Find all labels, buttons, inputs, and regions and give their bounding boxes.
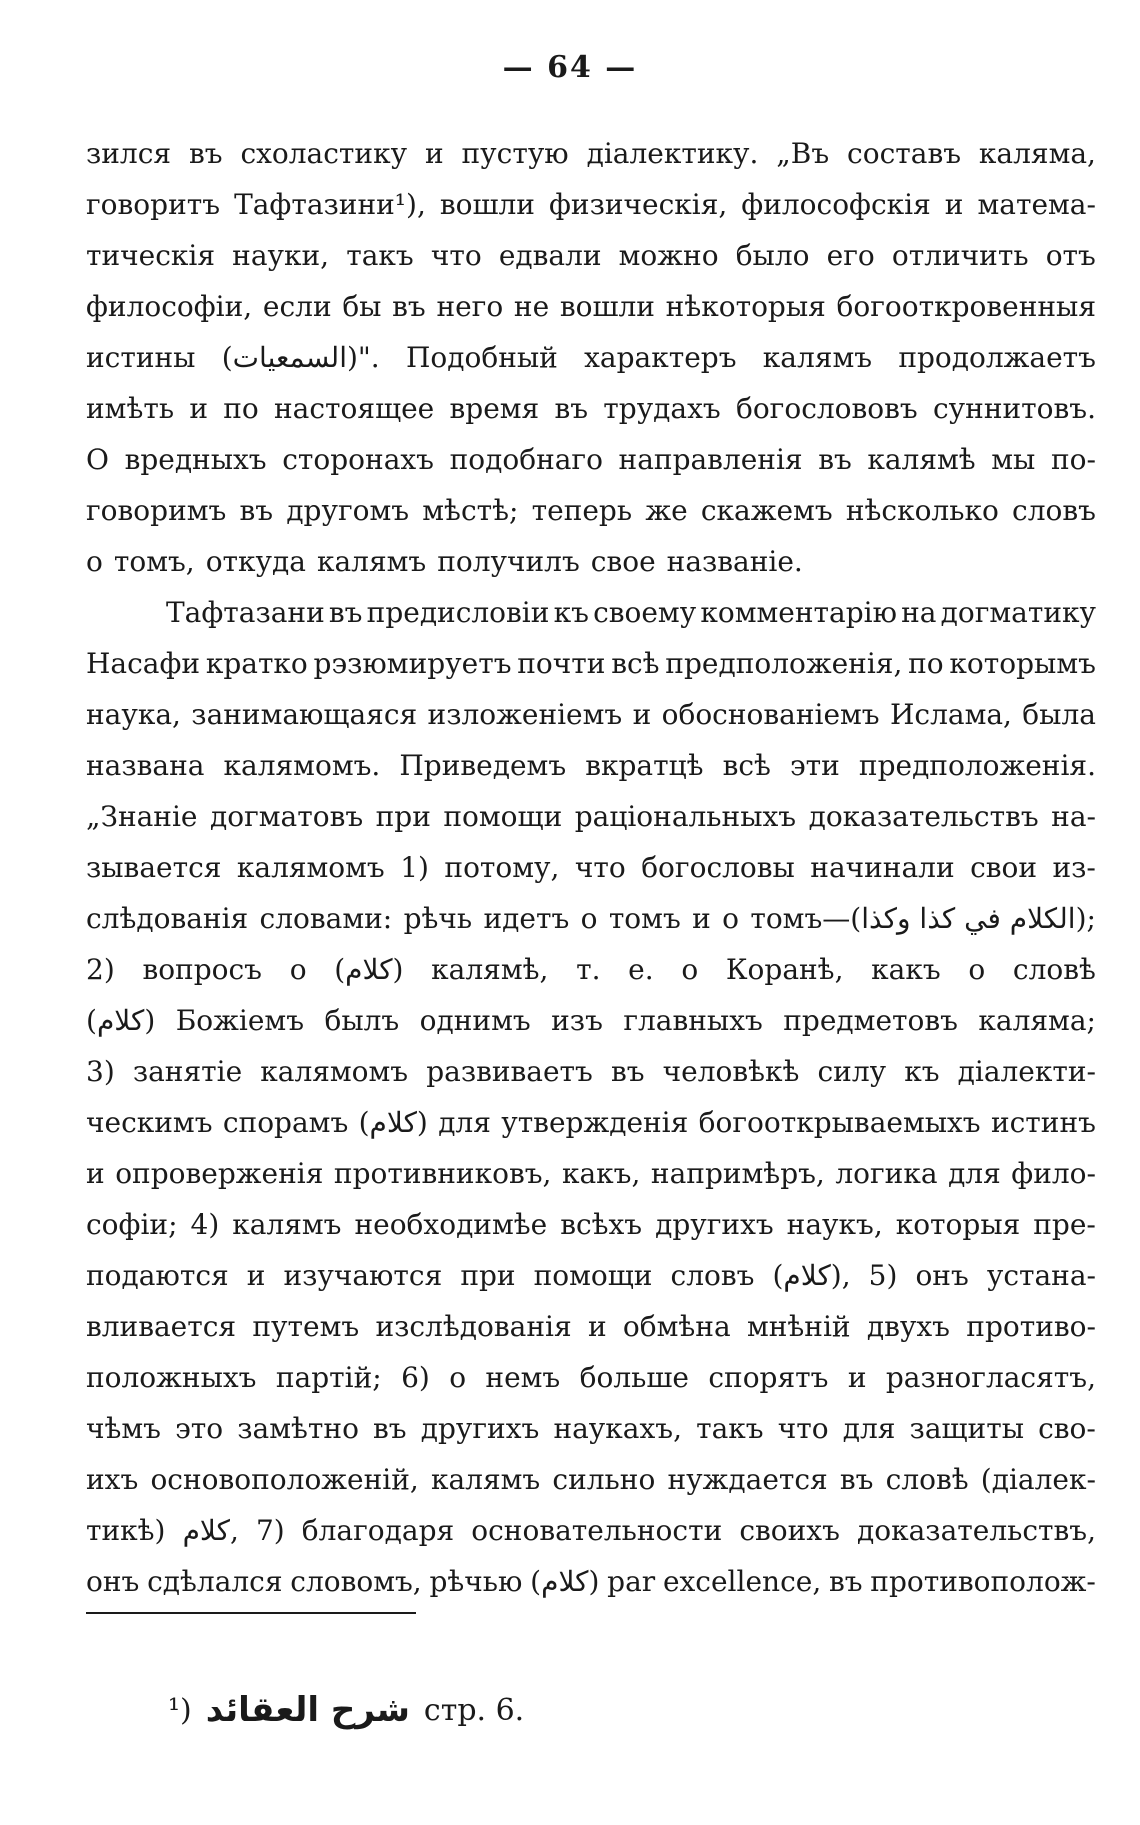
word: фило- [1011,1157,1096,1190]
word: богооткровенныя [836,290,1096,323]
word: изъ [551,1004,603,1037]
word: 4) [190,1208,220,1241]
word: 7) [255,1514,285,1547]
word: и [587,1310,607,1343]
word: вливается [86,1310,237,1343]
word: помощи [533,1259,653,1292]
word: діалектику. [586,137,759,170]
word: вредныхъ [124,443,267,476]
word: однимъ [419,1004,531,1037]
word: къ [553,596,589,629]
word: въ [828,1565,863,1598]
footnote-reference: стр. 6. [423,1692,525,1728]
word: это [175,1412,224,1445]
word: Подобный [405,341,558,374]
word: 6) [401,1361,430,1394]
word: о [580,902,598,935]
word: раціональныхъ [574,800,797,833]
word: (السمعيات)". [221,341,380,374]
word: необходимѣе [354,1208,548,1241]
word: (كلام) [334,953,404,986]
word: было [735,239,810,272]
word: كلام, [182,1514,239,1547]
word: и [86,1157,105,1190]
word: такъ [696,1412,764,1445]
text-line [86,740,1096,791]
word: калямъ [430,1463,541,1496]
word: истинъ [990,1106,1096,1139]
text-line [86,1199,1096,1250]
word: теперь [531,494,633,527]
word: что [430,239,482,272]
word: на- [1051,800,1096,833]
word: софіи; [86,1208,178,1241]
word: Ислама, [889,698,1012,731]
word: наука, [86,698,181,731]
word: рѣчью [429,1565,523,1598]
word: противополож- [870,1565,1096,1598]
word: путемъ [252,1310,360,1343]
word: подаются [86,1259,229,1292]
word: названіе. [666,545,803,578]
word: и [692,902,711,935]
word: и [847,1361,867,1394]
word: наукахъ, [553,1412,682,1445]
word: Тафтазани [166,596,325,629]
word: въ [392,290,426,323]
word: такъ [346,239,414,272]
word: калямомъ. [223,749,381,782]
word: которыя [895,1208,1021,1241]
word: Коранѣ, [725,953,844,986]
word: по [223,392,259,425]
word: томъ—(الكلام في كذا وكذا); [750,902,1096,935]
word: въ [610,1055,645,1088]
word: доказательствъ, [857,1514,1096,1547]
word: названа [86,749,205,782]
text-line [86,1097,1096,1148]
word: трудахъ [603,392,721,425]
word: богослововъ [735,392,918,425]
word: едвали [498,239,602,272]
word: калямъ [232,1208,342,1241]
word: основательности [471,1514,723,1547]
word: защиты [909,1412,1024,1445]
word: каляма; [978,1004,1096,1037]
word: больше [579,1361,689,1394]
word: пре- [1033,1208,1096,1241]
word: словомъ, [290,1565,422,1598]
word: вошли [439,188,535,221]
word: чѣмъ [86,1412,161,1445]
word: противниковъ, [333,1157,552,1190]
word: отъ [1045,239,1096,272]
word: (كلام) [86,1004,156,1037]
word: діалекти- [957,1055,1096,1088]
word: бы [342,290,382,323]
word: сторонахъ [282,443,434,476]
word: из- [1052,851,1096,884]
word: говоримъ [86,494,227,527]
word: слѣдованія [86,902,249,935]
word: богословы [641,851,795,884]
word: excellence, [662,1565,822,1598]
word: е. [628,953,654,986]
word: всѣхъ [560,1208,643,1241]
word: въ [328,596,363,629]
word: и [246,1259,266,1292]
text-line [86,1301,1096,1352]
word: какъ [871,953,941,986]
word: другихъ [420,1412,540,1445]
word: въ [818,443,852,476]
word: догматику [940,596,1096,629]
word: (كلام) [358,1106,428,1139]
word: философскія [741,188,931,221]
word: что [574,851,626,884]
text-line [86,842,1096,893]
word: что [777,1412,829,1445]
word: спорятъ [708,1361,829,1394]
word: напримѣръ, [650,1157,825,1190]
word: противо- [966,1310,1096,1343]
word: если [262,290,332,323]
word: 5) [868,1259,898,1292]
word: изучаются [283,1259,443,1292]
word: свое [590,545,656,578]
word: главныхъ [623,1004,763,1037]
word: о [86,545,103,578]
word: вкратцѣ [585,749,704,782]
word: наукъ, [786,1208,883,1241]
word: „Знаніе [86,800,198,833]
word: словѣ [885,1463,969,1496]
word: характеръ [584,341,737,374]
word: человѣкѣ [662,1055,800,1088]
word: о [722,902,739,935]
word: въ [554,392,589,425]
word: словъ [670,1259,755,1292]
word: обмѣна [622,1310,731,1343]
word: Насафи [86,647,201,680]
text-line [86,485,1096,536]
word: направленія [618,443,803,476]
word: которымъ [949,647,1096,680]
word: къ [904,1055,940,1088]
word: о [449,1361,467,1394]
word: каляма, [978,137,1096,170]
word: 3) [86,1055,115,1088]
word: 1) [400,851,429,884]
word: кратко [205,647,308,680]
word: ихъ [86,1463,139,1496]
word: философіи, [86,290,253,323]
word: въ [839,1463,874,1496]
word: другихъ [655,1208,774,1241]
word: физическія, [548,188,728,221]
word: пустую [461,137,569,170]
word: схоластику [240,137,408,170]
word: всѣ [722,749,771,782]
word: предисловіи [366,596,550,629]
word: при [375,800,431,833]
text-line [86,638,1096,689]
word: О [86,443,109,476]
word: изслѣдованія [375,1310,572,1343]
word: подобнаго [449,443,603,476]
word: суннитовъ. [933,392,1096,425]
footnote-divider [86,1612,416,1614]
word: занимающаяся [191,698,418,731]
word: словѣ [1012,953,1096,986]
text-line [86,332,1096,383]
word: устана- [986,1259,1096,1292]
word: настоящее [274,392,435,425]
word: и [944,188,964,221]
footnote-marker: ¹) [168,1692,192,1728]
word: скажемъ [700,494,833,527]
word: онъ [915,1259,969,1292]
word: двухъ [866,1310,950,1343]
word: составъ [847,137,962,170]
text-line [86,1046,1096,1097]
word: онъ [86,1565,140,1598]
word: зывается [86,851,222,884]
body-text [86,128,1096,1607]
word: Божіемъ [175,1004,305,1037]
word: сво- [1038,1412,1096,1445]
word: силу [817,1055,887,1088]
word: имѣть [86,392,175,425]
word: 2) [86,953,115,986]
word: своихъ [739,1514,840,1547]
word: сдѣлался [147,1565,283,1598]
word: нѣсколько [845,494,999,527]
word: отличить [891,239,1029,272]
word: словами: [259,902,393,935]
word: говоритъ [86,188,221,221]
word: партій; [275,1361,382,1394]
word: для [438,1106,491,1139]
word: калямѣ [867,443,976,476]
word: нуждается [667,1463,828,1496]
word: благодаря [301,1514,455,1547]
word: почти [517,647,606,680]
word: занятіе [132,1055,243,1088]
word: томъ, [113,545,195,578]
word: обоснованіемъ [661,698,880,731]
text-line [86,536,1096,587]
word: всѣ [611,647,660,680]
word: тикѣ) [86,1514,166,1547]
page-number: — 64 — [502,50,638,85]
word: матема- [977,188,1096,221]
word: потому, [444,851,560,884]
word: другомъ [286,494,410,527]
word: par [607,1565,656,1598]
text-line [86,995,1096,1046]
word: калямомъ [260,1055,409,1088]
text-line [86,230,1096,281]
word: получилъ [437,545,580,578]
word: о [289,953,307,986]
word: словъ [1012,494,1096,527]
word: по- [1050,443,1096,476]
word: продолжаетъ [898,341,1096,374]
word: предположенія, [665,647,903,680]
word: въ [373,1412,407,1445]
word: утвержденія [501,1106,689,1139]
word: эти [789,749,840,782]
word: изложеніемъ [427,698,623,731]
word: науки, [232,239,330,272]
word: мнѣній [746,1310,851,1343]
text-line [86,689,1096,740]
word: истины [86,341,196,374]
word: его [826,239,875,272]
word: откуда [205,545,306,578]
word: основоположеній, [150,1463,419,1496]
word: при [460,1259,516,1292]
word: калямъ [762,341,873,374]
word: не [513,290,550,323]
word: былъ [324,1004,400,1037]
word: (كلام) [530,1565,600,1598]
text-line [86,1352,1096,1403]
word: же [645,494,688,527]
word: доказательствъ [808,800,1039,833]
word: о [968,953,986,986]
word: положныхъ [86,1361,257,1394]
word: Тафтазини¹), [234,188,426,221]
text-line [86,587,1096,638]
footnote [168,1690,524,1730]
word: него [436,290,504,323]
text-line [86,1250,1096,1301]
word: о [681,953,699,986]
word: и [632,698,652,731]
word: комментарію [700,596,897,629]
word: въ [239,494,274,527]
word: (діалек- [980,1463,1096,1496]
text-line [86,383,1096,434]
word: развиваетъ [426,1055,593,1088]
word: на [901,596,937,629]
word: т. [576,953,601,986]
text-line [86,1454,1096,1505]
text-line [86,944,1096,995]
text-line [86,893,1096,944]
word: логика [835,1157,938,1190]
word: спорамъ [222,1106,349,1139]
word: какъ, [561,1157,641,1190]
word: Приведемъ [399,749,567,782]
word: свои [970,851,1038,884]
word: и [189,392,208,425]
text-line [86,434,1096,485]
word: замѣтно [237,1412,359,1445]
word: немъ [485,1361,561,1394]
word: вошли [559,290,655,323]
word: мы [991,443,1036,476]
word: въ [188,137,223,170]
word: калямъ [316,545,427,578]
word: калямомъ [236,851,385,884]
word: время [449,392,540,425]
word: томъ [608,902,681,935]
word: тическія [86,239,216,272]
word: калямѣ, [431,953,549,986]
text-line [86,1403,1096,1454]
word: разногласятъ, [885,1361,1096,1394]
word: начинали [810,851,955,884]
footnote-arabic-title: شرح العقائد [205,1690,410,1730]
word: по [908,647,944,680]
word: зился [86,137,172,170]
text-line [86,179,1096,230]
word: идетъ [483,902,570,935]
word: ческимъ [86,1106,213,1139]
word: для [842,1412,896,1445]
word: своему [593,596,697,629]
word: предположенія. [858,749,1096,782]
word: нѣкоторыя [665,290,826,323]
word: была [1022,698,1096,731]
word: (كلام), [772,1259,851,1292]
text-line [86,1556,1096,1607]
word: и [424,137,444,170]
word: помощи [443,800,563,833]
word: „Въ [776,137,830,170]
word: сильно [552,1463,656,1496]
text-line [86,1505,1096,1556]
text-line [86,1148,1096,1199]
word: догматовъ [209,800,364,833]
word: богооткрываемыхъ [698,1106,981,1139]
word: рэзюмируетъ [313,647,512,680]
word: вопросъ [142,953,262,986]
text-line [86,128,1096,179]
word: предметовъ [783,1004,958,1037]
word: можно [618,239,719,272]
word: опроверженія [115,1157,324,1190]
word: рѣчь [403,902,473,935]
word: для [948,1157,1001,1190]
text-line [86,281,1096,332]
text-line [86,791,1096,842]
word: мѣстѣ; [422,494,519,527]
